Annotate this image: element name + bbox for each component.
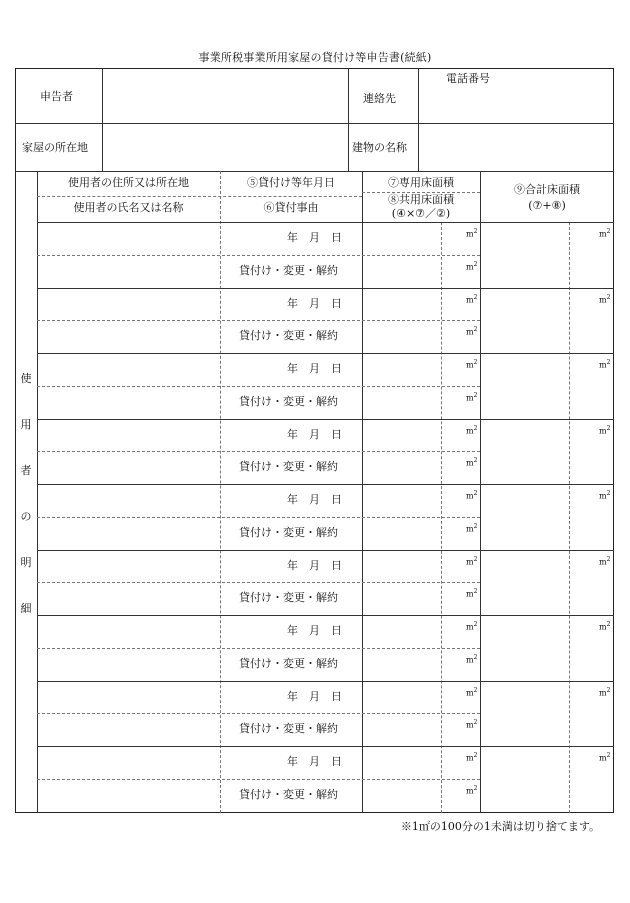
total-area-unit: $m^2$ — [599, 555, 611, 567]
shared-area-field[interactable] — [366, 585, 438, 612]
shared-area-unit: $m^2$ — [466, 588, 478, 599]
row-midline — [37, 582, 480, 583]
shared-area-field[interactable] — [366, 782, 438, 809]
shared-area-unit: $m^2$ — [466, 784, 478, 796]
header-bottom-line — [15, 171, 614, 172]
col-shared-formula: (④×⑦／②) — [391, 207, 451, 220]
side-label-char: 使 — [20, 372, 32, 385]
row-separator — [37, 288, 614, 289]
lease-reason-text: 貸付け・変更・解約 — [239, 394, 338, 408]
location-label: 家屋の所在地 — [22, 141, 88, 154]
col-user-address: 使用者の住所又は所在地 — [68, 176, 189, 189]
user-address-field[interactable] — [40, 553, 216, 580]
lease-date-text: 年 月 日 — [287, 493, 342, 506]
total-area-field[interactable] — [484, 487, 566, 547]
row-midline — [37, 320, 480, 321]
lease-reason-text: 貸付け・変更・解約 — [239, 525, 338, 539]
lease-date-text: 年 月 日 — [287, 624, 342, 637]
total-area-unit: $m^2$ — [599, 359, 611, 370]
user-address-field[interactable] — [40, 749, 216, 776]
declarant-field[interactable] — [108, 72, 344, 120]
user-name-field[interactable] — [40, 585, 216, 612]
header-vline-3 — [418, 68, 419, 171]
colheader-midline-left — [37, 196, 362, 197]
user-name-field[interactable] — [40, 716, 216, 743]
col-line-area-total — [480, 171, 481, 813]
shared-area-field[interactable] — [366, 323, 438, 350]
colheader-bottom-line — [37, 222, 614, 223]
exclusive-area-field[interactable] — [366, 618, 438, 645]
shared-area-field[interactable] — [366, 651, 438, 678]
shared-area-unit: $m^2$ — [466, 522, 478, 534]
lease-date-text: 年 月 日 — [287, 558, 342, 572]
row-midline — [37, 648, 480, 649]
user-address-field[interactable] — [40, 487, 216, 514]
user-name-field[interactable] — [40, 454, 216, 481]
total-area-unit: $m^2$ — [599, 686, 611, 698]
total-area-unit: $m^2$ — [599, 752, 611, 763]
total-area-field[interactable] — [484, 749, 566, 809]
col-total-area: ⑨合計床面積 — [514, 183, 580, 196]
shared-area-field[interactable] — [366, 520, 438, 547]
row-separator — [37, 419, 614, 420]
user-address-field[interactable] — [40, 618, 216, 645]
total-area-field[interactable] — [484, 225, 566, 285]
row-separator — [37, 746, 614, 747]
declarant-label: 申告者 — [40, 90, 73, 103]
footnote: ※1㎡の100分の1未満は切り捨てます。 — [400, 820, 600, 833]
location-field[interactable] — [108, 128, 344, 168]
lease-reason-text: 貸付け・変更・解約 — [239, 787, 338, 801]
exclusive-area-unit: $m^2$ — [466, 293, 478, 305]
side-column-line — [37, 171, 38, 813]
total-area-field[interactable] — [484, 291, 566, 351]
shared-area-field[interactable] — [366, 389, 438, 416]
user-name-field[interactable] — [40, 520, 216, 547]
col-lease-date: ⑤貸付け等年月日 — [247, 176, 335, 189]
total-area-field[interactable] — [484, 618, 566, 678]
exclusive-area-unit: $m^2$ — [466, 490, 478, 501]
exclusive-area-unit: $m^2$ — [466, 359, 478, 370]
shared-area-unit: $m^2$ — [466, 260, 478, 272]
side-label-char: 用 — [20, 418, 32, 431]
exclusive-area-unit: $m^2$ — [466, 621, 478, 632]
exclusive-area-field[interactable] — [366, 291, 438, 318]
user-address-field[interactable] — [40, 684, 216, 711]
side-label-char: 細 — [20, 602, 32, 615]
user-address-field[interactable] — [40, 422, 216, 449]
col-exclusive-area: ⑦専用床面積 — [388, 176, 454, 189]
exclusive-area-field[interactable] — [366, 553, 438, 580]
lease-reason-text: 貸付け・変更・解約 — [239, 329, 338, 343]
lease-date-text: 年 月 日 — [287, 689, 342, 703]
row-separator — [37, 550, 614, 551]
lease-date-text: 年 月 日 — [287, 231, 342, 244]
total-area-unit: $m^2$ — [599, 293, 611, 305]
exclusive-area-unit: $m^2$ — [466, 424, 478, 436]
shared-area-unit: $m^2$ — [466, 457, 478, 468]
side-label-char: 者 — [20, 464, 32, 477]
row-midline — [37, 713, 480, 714]
row-separator — [37, 615, 614, 616]
user-address-field[interactable] — [40, 225, 216, 252]
row-separator — [37, 484, 614, 485]
row-midline — [37, 517, 480, 518]
shared-area-field[interactable] — [366, 258, 438, 285]
exclusive-area-field[interactable] — [366, 487, 438, 514]
lease-reason-text: 貸付け・変更・解約 — [239, 722, 338, 736]
total-area-unit: $m^2$ — [599, 621, 611, 632]
user-name-field[interactable] — [40, 323, 216, 350]
row-separator — [37, 681, 614, 682]
row-midline — [37, 779, 480, 780]
exclusive-area-unit: $m^2$ — [466, 555, 478, 567]
header-divider — [15, 123, 614, 124]
user-name-field[interactable] — [40, 389, 216, 416]
col-lease-reason: ⑥貸付事由 — [263, 201, 319, 214]
shared-area-unit: $m^2$ — [466, 719, 478, 730]
total-area-unit: $m^2$ — [599, 424, 611, 436]
col-shared-area: ⑧共用床面積 — [388, 193, 454, 206]
total-area-field[interactable] — [484, 684, 566, 744]
col-total-formula: (⑦+⑧) — [528, 199, 566, 212]
col-line-date-area — [362, 171, 363, 813]
exclusive-area-unit: $m^2$ — [466, 752, 478, 763]
side-label-char: の — [20, 510, 32, 523]
row-midline — [37, 451, 480, 452]
shared-area-unit: $m^2$ — [466, 653, 478, 665]
total-area-unit: $m^2$ — [599, 490, 611, 501]
total-area-field[interactable] — [484, 422, 566, 482]
user-name-field[interactable] — [40, 258, 216, 285]
shared-area-field[interactable] — [366, 716, 438, 743]
lease-date-text: 年 月 日 — [287, 755, 342, 768]
user-name-field[interactable] — [40, 782, 216, 809]
shared-area-unit: $m^2$ — [466, 326, 478, 337]
row-midline — [37, 386, 480, 387]
row-separator — [37, 353, 614, 354]
building-name-field[interactable] — [424, 128, 610, 168]
col-line-name-date — [220, 171, 221, 813]
total-area-field[interactable] — [484, 356, 566, 416]
lease-reason-text: 貸付け・変更・解約 — [239, 591, 338, 605]
header-vline-2 — [348, 68, 349, 171]
exclusive-area-unit: $m^2$ — [466, 228, 478, 239]
lease-date-text: 年 月 日 — [287, 427, 342, 441]
phone-label: 電話番号 — [446, 72, 490, 85]
col-user-name: 使用者の氏名又は名称 — [73, 201, 184, 214]
user-name-field[interactable] — [40, 651, 216, 678]
exclusive-area-field[interactable] — [366, 684, 438, 711]
form-title: 事業所税事業所用家屋の貸付け等申告書(続紙) — [198, 51, 432, 64]
total-area-field[interactable] — [484, 553, 566, 613]
total-area-unit: $m^2$ — [599, 228, 611, 239]
col-line-total-unit — [569, 222, 570, 813]
exclusive-area-field[interactable] — [366, 225, 438, 252]
side-label-char: 明 — [20, 556, 32, 569]
exclusive-area-unit: $m^2$ — [466, 686, 478, 698]
shared-area-field[interactable] — [366, 454, 438, 481]
exclusive-area-field[interactable] — [366, 356, 438, 383]
lease-reason-text: 貸付け・変更・解約 — [239, 460, 338, 474]
lease-reason-text: 貸付け・変更・解約 — [239, 656, 338, 670]
exclusive-area-field[interactable] — [366, 422, 438, 449]
user-address-field[interactable] — [40, 356, 216, 383]
exclusive-area-field[interactable] — [366, 749, 438, 776]
lease-date-text: 年 月 日 — [287, 362, 342, 375]
lease-reason-text: 貸付け・変更・解約 — [239, 263, 338, 277]
lease-date-text: 年 月 日 — [287, 296, 342, 310]
row-midline — [37, 255, 480, 256]
header-vline-1 — [102, 68, 103, 171]
shared-area-unit: $m^2$ — [466, 391, 478, 403]
user-address-field[interactable] — [40, 291, 216, 318]
phone-field[interactable] — [424, 90, 610, 120]
building-name-label: 建物の名称 — [352, 141, 407, 154]
contact-label: 連絡先 — [363, 92, 396, 105]
